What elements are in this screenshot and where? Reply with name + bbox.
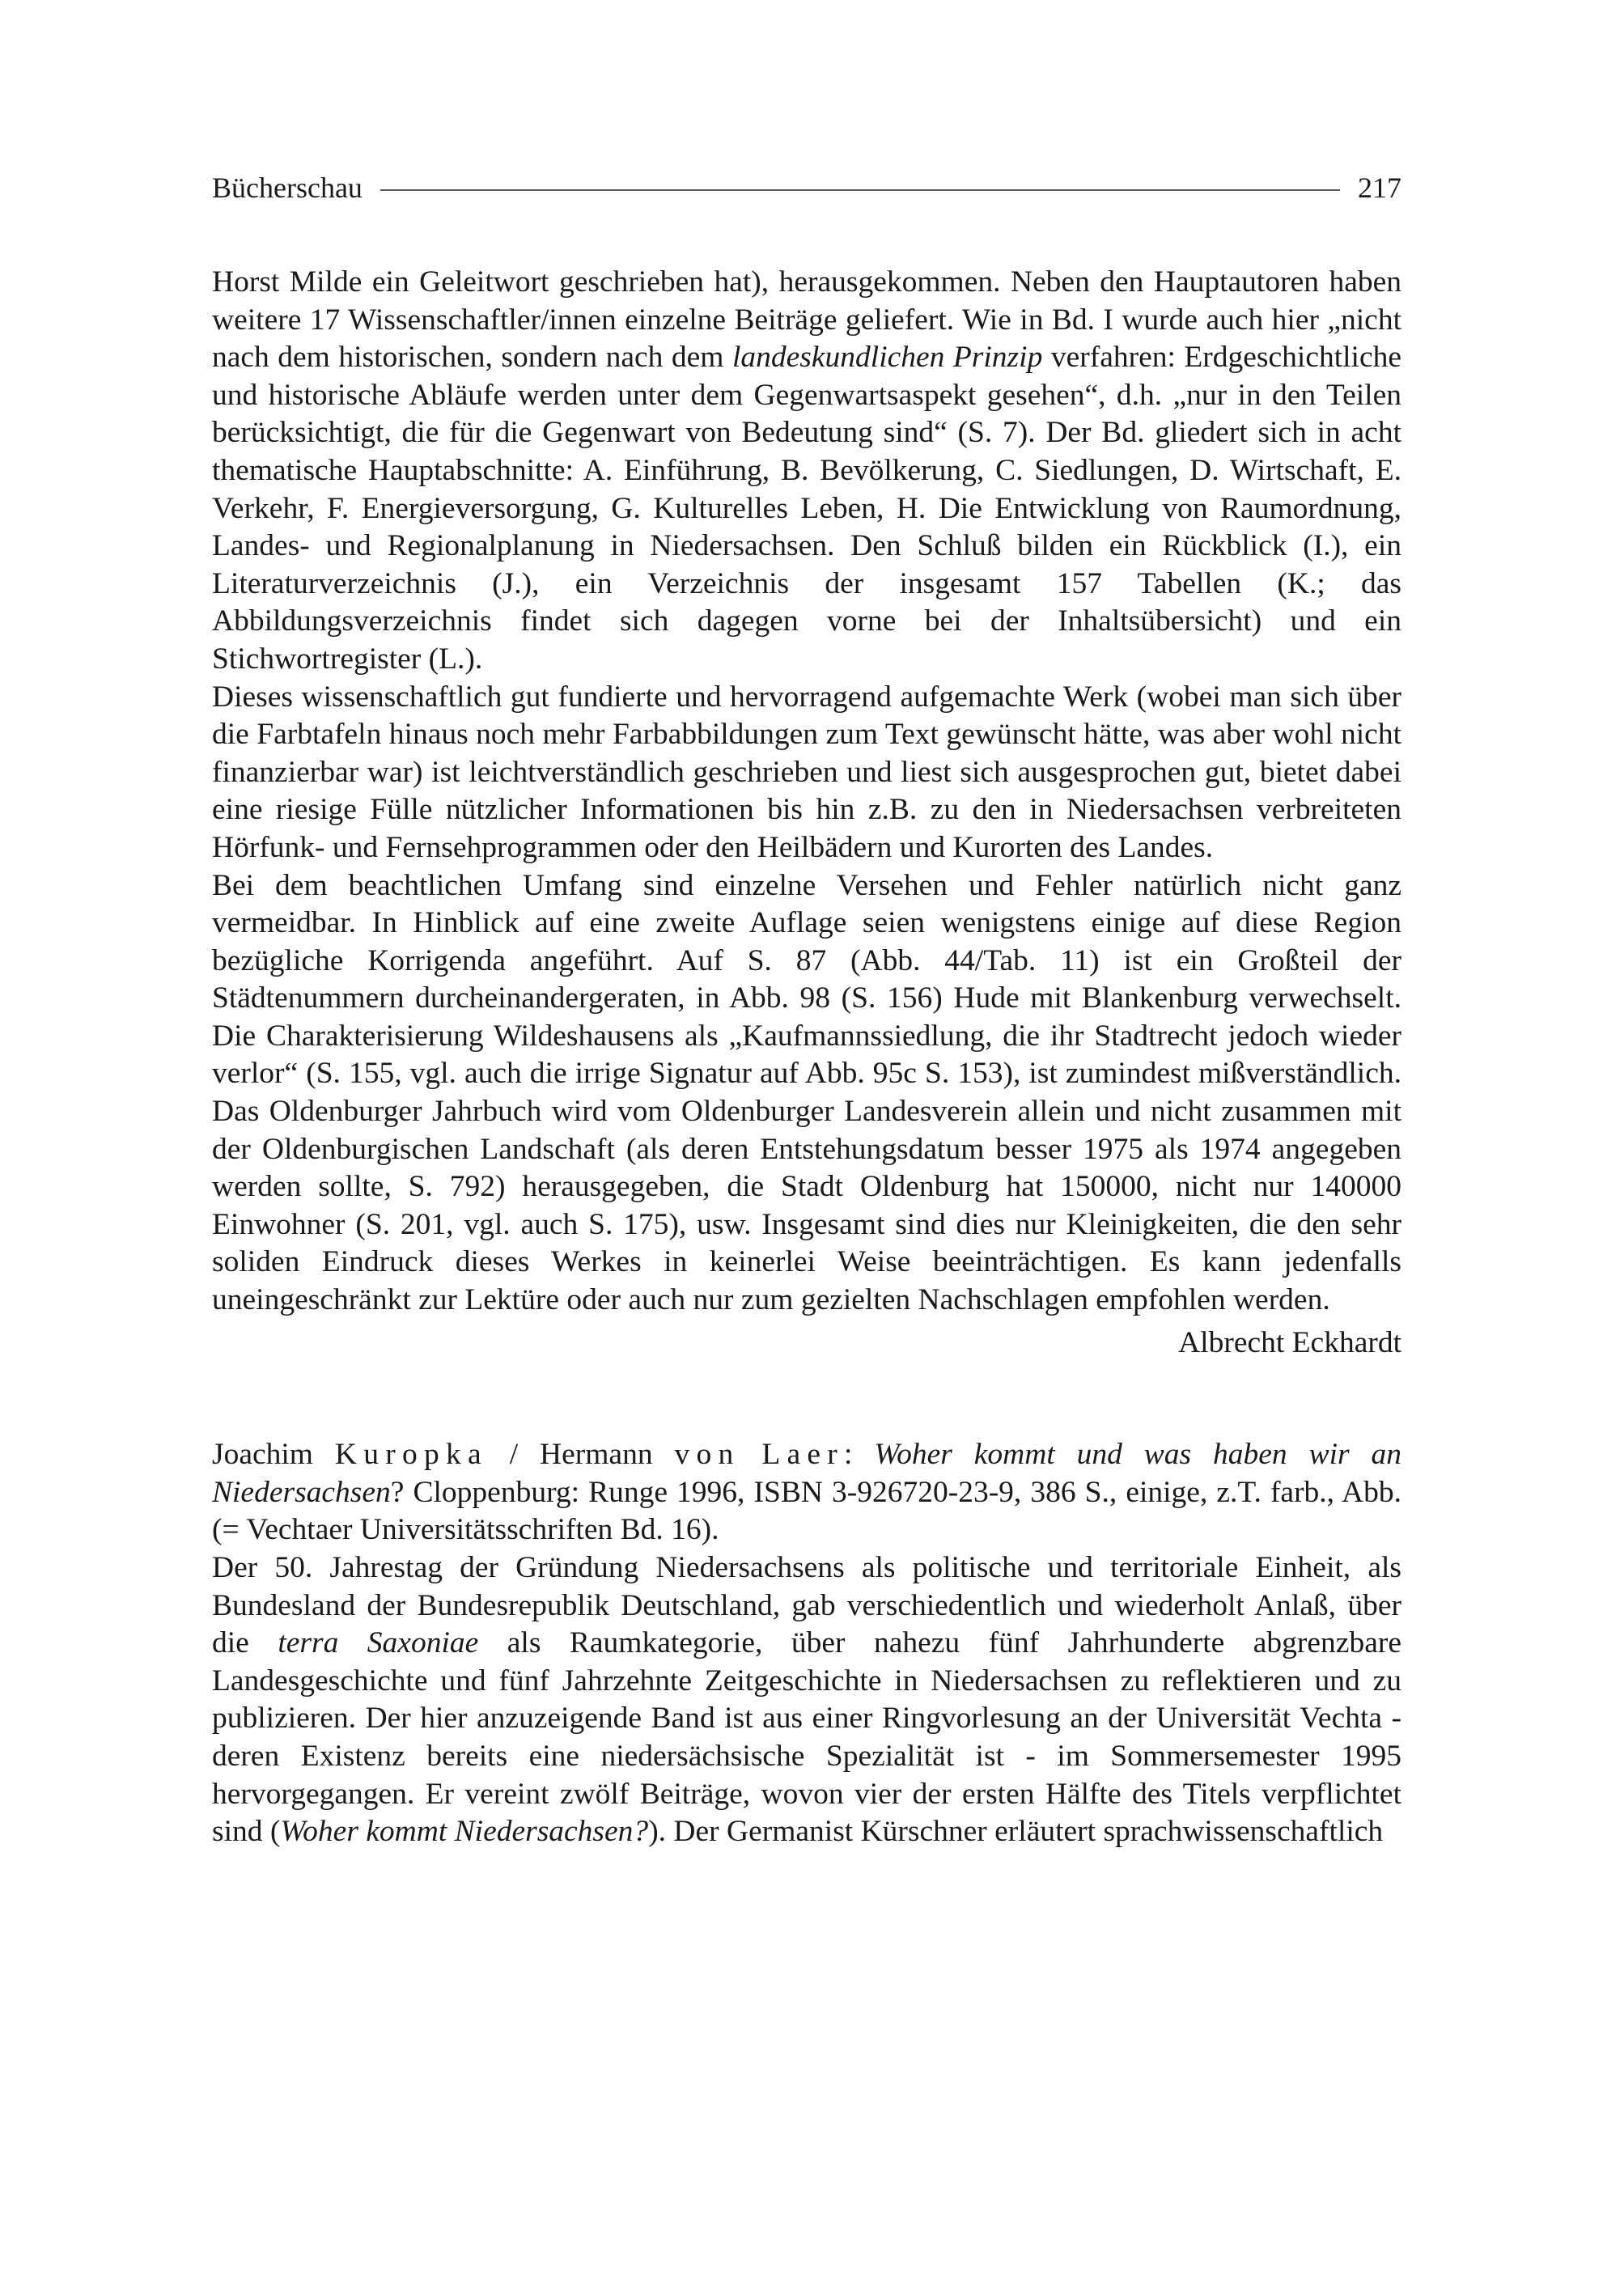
text-run: als Raumkategorie, über nahezu fünf Jahrhunderte abgrenzbare Landesgeschichte und fünf Jahrzehnte Zeitgeschichte in Niedersachsen zu reflektieren und zu publizieren. Der hier anzuzeigende Band ist aus einer Ringvorlesung an der Universität Vechta - deren Existenz bereits eine niedersächsische Spezialität ist - im Sommersemester 1995 hervorgegangen. Er vereint zwölf Beiträge, wovon vier der ersten Hälfte des Titels verpflichtet sind ( [212,1626,1401,1849]
italic-term: terra Saxoniae [278,1626,479,1660]
author-surname: Kuropka [334,1438,488,1472]
text-run: : [844,1438,875,1472]
review1-paragraph-2: Dieses wissenschaftlich gut fundierte und hervorragend aufgemachte Werk (wobei man sich über die Farbtafeln hinaus noch mehr Farbabbildungen zum Text gewünscht hätte, was aber wohl nicht finanzierbar war) ist leichtverständlich geschrieben und liest sich ausgesprochen gut, bietet dabei eine riesige Fülle nützlicher Informationen bis hin z.B. zu den in Niedersachsen verbreiteten Hörfunk- und Fernsehprogrammen oder den Heilbädern und Kurorten des Landes. [212,680,1401,864]
author-particle: von [674,1438,740,1472]
review1-paragraph-1 [212,264,1401,679]
book-citation [212,1436,1401,1549]
running-header [212,162,1401,214]
header-rule [380,189,1340,191]
italic-term: Woher kommt Niedersachsen? [280,1815,649,1849]
text-run: Der 50. Jahrestag der Gründung Niedersachsens als politische und territoriale Einheit, als Bundesland der Bundesrepublik Deutschland, gab verschiedentlich und wiederholt Anlaß, über die [212,1551,1401,1660]
italic-term: landeskundlichen Prinzip [731,341,1043,375]
book-title: Woher kommt und was haben wir an Niedersachsen [212,1438,1401,1509]
author-first-name: Joachim [212,1438,335,1472]
text-run: ). Der Germanist Kürschner erläutert sprachwissenschaftlich [648,1815,1384,1849]
text-run: verfahren: Erdgeschichtliche und historische Abläufe werden unter dem Gegenwartsaspekt gesehen“, d.h. „nur in den Teilen berücksichtigt, die für die Gegenwart von Bedeutung sind“ (S. 7). Der Bd. gliedert sich in acht thematische Hauptabschnitte: A. Einführung, B. Bevölkerung, C. Siedlungen, D. Wirtschaft, E. Verkehr, F. Energieversorgung, G. Kulturelles Leben, H. Die Entwicklung von Raumordnung, Landes- und Regionalplanung in Niedersachsen. Den Schluß bilden ein Rückblick (I.), ein Literaturverzeichnis (J.), ein Verzeichnis der insgesamt 157 Tabellen (K.; das Abbildungsverzeichnis findet sich dagegen vorne bei der Inhaltsübersicht) und ein Stichwortregister (L.). [212,341,1402,676]
reviewer-signature: Albrecht Eckhardt [1178,1325,1401,1359]
review1-paragraph-3: Bei dem beachtlichen Umfang sind einzelne Versehen und Fehler natürlich nicht ganz vermeidbar. In Hinblick auf eine zweite Auflage seien wenigstens einige auf diese Region bezügliche Korrigenda angeführt. Auf S. 87 (Abb. 44/Tab. 11) ist ein Großteil der Städtenummern durcheinandergeraten, in Abb. 98 (S. 156) Hude mit Blankenburg verwechselt. Die Charakterisierung Wildeshausens als „Kaufmannssiedlung, die ihr Stadtrecht jedoch wieder verlor“ (S. 155, vgl. auch die irrige Signatur auf Abb. 95c S. 153), ist zumindest mißverständlich. Das Oldenburger Jahrbuch wird vom Oldenburger Landesverein allein und nicht zusammen mit der Oldenburgischen Landschaft (als deren Entstehungsdatum besser 1975 als 1974 angegeben werden sollte, S. 792) herausgegeben, die Stadt Oldenburg hat 150000, nicht nur 140000 Einwohner (S. 201, vgl. auch S. 175), usw. Insgesamt sind dies nur Kleinigkeiten, die den sehr soliden Eindruck dieses Werkes in keinerlei Weise beeinträchtigen. Es kann jedenfalls uneingeschränkt zur Lektüre oder auch nur zum gezielten Nachschlagen empfohlen werden. [212,868,1401,1317]
publication-details: ? Cloppenburg: Runge 1996, ISBN 3-926720-23-9, 386 S., einige, z.T. farb., Abb. (= Vechtaer Universitätsschriften Bd. 16). [212,1475,1401,1547]
page-body [212,264,1401,1851]
page-number: 217 [1358,172,1401,204]
review-2 [212,1436,1401,1851]
text-run: / Hermann [487,1438,675,1472]
section-title: Bücherschau [212,172,363,204]
text-run [740,1438,761,1471]
author-surname: Laer [761,1438,845,1472]
book-page [212,162,1401,1851]
text-run: Horst Milde ein Geleitwort geschrieben hat), herausgekommen. Neben den Hauptautoren haben weitere 17 Wissenschaftler/innen einzelne Beiträge geliefert. Wie in Bd. I wurde auch hier „nicht nach dem historischen, sondern nach dem [212,265,1401,375]
review2-paragraph-1 [212,1549,1401,1851]
